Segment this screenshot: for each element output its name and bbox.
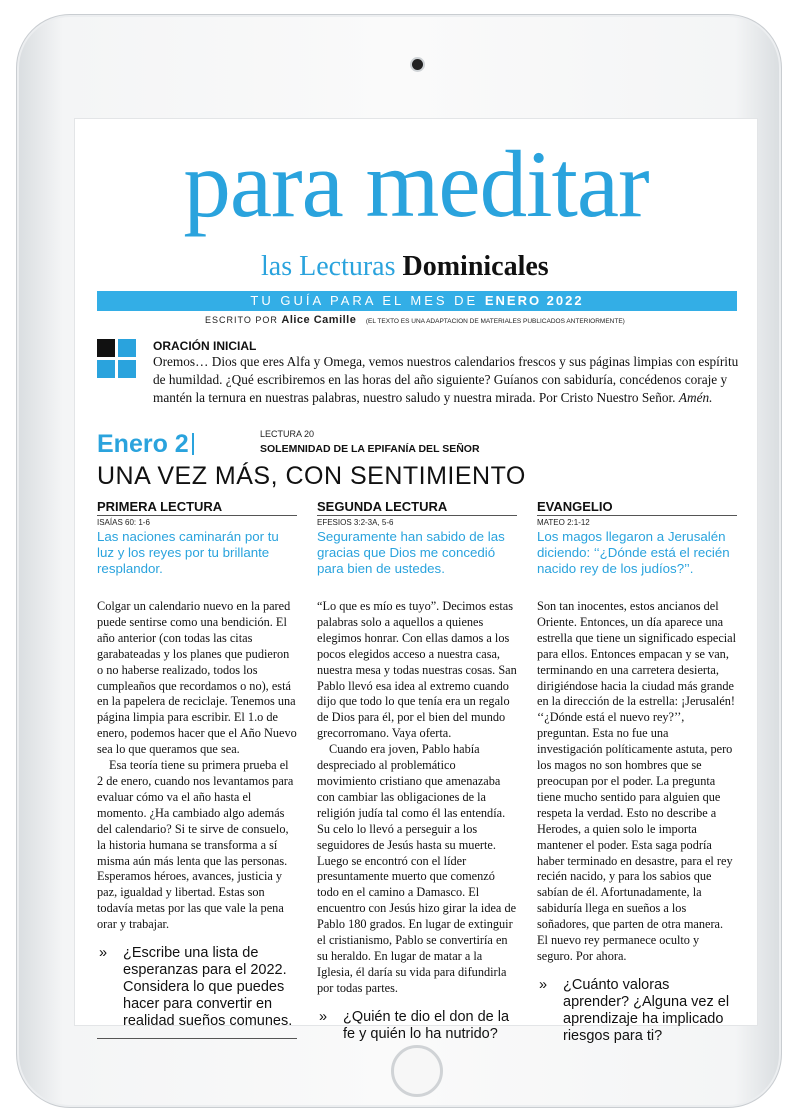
prompt-text: ¿Cuánto valoras aprender? ¿Alguna vez el aprendizaje ha implicado riesgos para ti?	[563, 976, 730, 1044]
square-tr	[118, 339, 136, 357]
scripture-reference: ISAÍAS 60: 1-6	[97, 518, 150, 527]
guide-banner	[97, 291, 737, 311]
column-divider	[97, 1038, 297, 1039]
prompt-text: ¿Escribe una lista de esperanzas para el 2022. Considera lo que puedes hacer para convertir en realidad sueños comunes.	[123, 945, 293, 1030]
scripture-quote: Las naciones caminarán por tu luz y los reyes por tu brillante resplandor.	[97, 529, 279, 576]
paragraph: Colgar un calendario nuevo en la pared puede sentirse como una bendición. El año anterior (con todas las citas garabateadas y los planes que pudieron o no haberse realizado, todos los cumpleaños que recordamos o no), está en la papelera de reciclaje. Tenemos una página limpia para escribir. El 1.o de enero, podemos hacer que el Año Nuevo sea lo que queramos que sea.	[97, 599, 297, 757]
square-tl	[97, 339, 115, 357]
column-body	[537, 599, 737, 965]
feast-name: SOLEMNIDAD DE LA EPIFANÍA DEL SEÑOR	[260, 443, 480, 455]
column-heading: SEGUNDA LECTURA	[317, 499, 517, 516]
masthead-title: para meditar	[183, 131, 649, 237]
scripture-quote: Los magos llegaron a Jerusalén diciendo: ‘‘¿Dónde está el recién nacido rey de los judíos?’’.	[537, 529, 730, 576]
chevron-icon: »	[539, 976, 548, 993]
date-divider	[192, 433, 194, 455]
masthead-subtitle	[261, 253, 549, 281]
subtitle-part1: las Lecturas	[261, 251, 396, 282]
paragraph: Esa teoría tiene su primera prueba el 2 de enero, cuando nos levantamos para evaluar cómo va el año hasta el momento. ¿Ha cambiado algo además del calendario? Si te sirve de consuelo, la historia humana se transforma a sí misma aún más lenta que las personas. Esperamos héroes, avances, justicia y paz, igualdad y libertad. Estas son todavía metas por las que vale la pena orar y trabajar.	[97, 758, 294, 932]
reflection-prompt	[97, 945, 297, 1030]
column-heading: EVANGELIO	[537, 499, 737, 516]
paragraph: Cuando era joven, Pablo había despreciado al problemático movimiento cristiano que amenazaba con cambiar las obligaciones de la religión judía tal como él las entendía. Su celo lo llevó a perseguir a los seguidores de Jesús hasta su muerte. Luego se encontró con el líder presuntamente muerto que comenzó todo en el camino a Damasco. El encuentro con Jesús hizo girar la idea de Pablo 180 grados. En lugar de extinguir el cristianismo, Pablo se convertiría en su heraldo. En lugar de matar a la Iglesia, él daría su vida para difundirla por todas partes.	[317, 742, 517, 995]
home-button[interactable]	[391, 1045, 443, 1097]
paragraph: Son tan inocentes, estos ancianos del Oriente. Entonces, un día aparece una estrella que tiene un significado especial para ellos. Entonces empacan y se van, terminando en una carretera desierta, dirigiéndose hacia la ciudad más grande en la dirección de la estrella: ¡Jerusalén! ‘‘¿Dónde está el nuevo rey?’’, preguntan. Esta no fue una investigación políticamente astuta, pero los magos no son hombres que se preocupan por el poder. La pregunta tiene mucho sentido para alguien que respeta la verdad. Esto no describe a Herodes, a quien solo le importa mantener el poder. Esta saga podría haber terminado en desastre, para el rey recién nacido, y para los sabios que sabían de él. Afortunadamente, la sabiduría llega en sueños a los soñadores, que parten de otra manera. El nuevo rey permanece oculto y seguro. Por ahora.	[537, 599, 737, 963]
prayer-amen: Amén.	[678, 390, 713, 405]
square-br	[118, 360, 136, 378]
column-body	[97, 599, 297, 933]
prayer-squares-icon	[97, 339, 137, 379]
front-camera	[412, 59, 423, 70]
tablet-frame	[16, 14, 782, 1108]
byline	[205, 314, 625, 326]
column-evangelio	[537, 499, 737, 1045]
column-body	[317, 599, 517, 997]
scripture-quote: Seguramente han sabido de las gracias que Dios me concedió para bien de ustedes.	[317, 529, 505, 576]
scripture-reference: MATEO 2:1-12	[537, 518, 590, 527]
reflection-prompt	[317, 1009, 517, 1043]
chevron-icon: »	[319, 1008, 328, 1025]
byline-note: (EL TEXTO ES UNA ADAPTACION DE MATERIALES PUBLICADOS ANTERIORMENTE)	[365, 318, 625, 325]
column-primera-lectura	[97, 499, 297, 1039]
square-bl	[97, 360, 115, 378]
scripture-reference: EFESIOS 3:2-3A, 5-6	[317, 518, 394, 527]
subtitle-part2: Dominicales	[402, 251, 549, 282]
document-page	[75, 119, 757, 1044]
guide-month: ENERO 2022	[484, 293, 584, 308]
reflection-prompt	[537, 977, 737, 1045]
section-date: Enero 2	[97, 430, 189, 458]
byline-prefix: ESCRITO POR	[205, 315, 278, 325]
prayer-body: Oremos… Dios que eres Alfa y Omega, vemos nuestros calendarios frescos y sus páginas limpias con espíritu de humildad. ¿Qué escribiremos en las horas del año siguiente? Guíanos con sabiduría, concédenos coraje y mantén la ternura en nuestras palabras, nuestro saludo y nuestra mirada. Por Cristo Nuestro Señor.	[153, 354, 739, 405]
author-name: Alice Camille	[281, 314, 357, 326]
section-headline: UNA VEZ MÁS, CON SENTIMIENTO	[97, 462, 526, 490]
column-segunda-lectura	[317, 499, 517, 1043]
prompt-text: ¿Quién te dio el don de la fe y quién lo ha nutrido?	[343, 1008, 510, 1042]
guide-text: TU GUÍA PARA EL MES DE	[250, 293, 479, 308]
chevron-icon: »	[99, 945, 108, 962]
prayer-title: ORACIÓN INICIAL	[153, 339, 257, 353]
lectura-number: LECTURA 20	[260, 429, 315, 439]
prayer-text	[153, 353, 748, 407]
paragraph: “Lo que es mío es tuyo”. Decimos estas palabras solo a aquellos a quienes elegimos honrar. Con ellas damos a los pocos elegidos acceso a nuestra casa, nuestra mesa y todas nuestras cosas. San Pablo llevó esa idea al extremo cuando dijo que todo lo que tenía era un regalo de Dios para él, por el bien del mundo grecorromano. Vaya oferta.	[317, 599, 517, 741]
column-heading: PRIMERA LECTURA	[97, 499, 297, 516]
